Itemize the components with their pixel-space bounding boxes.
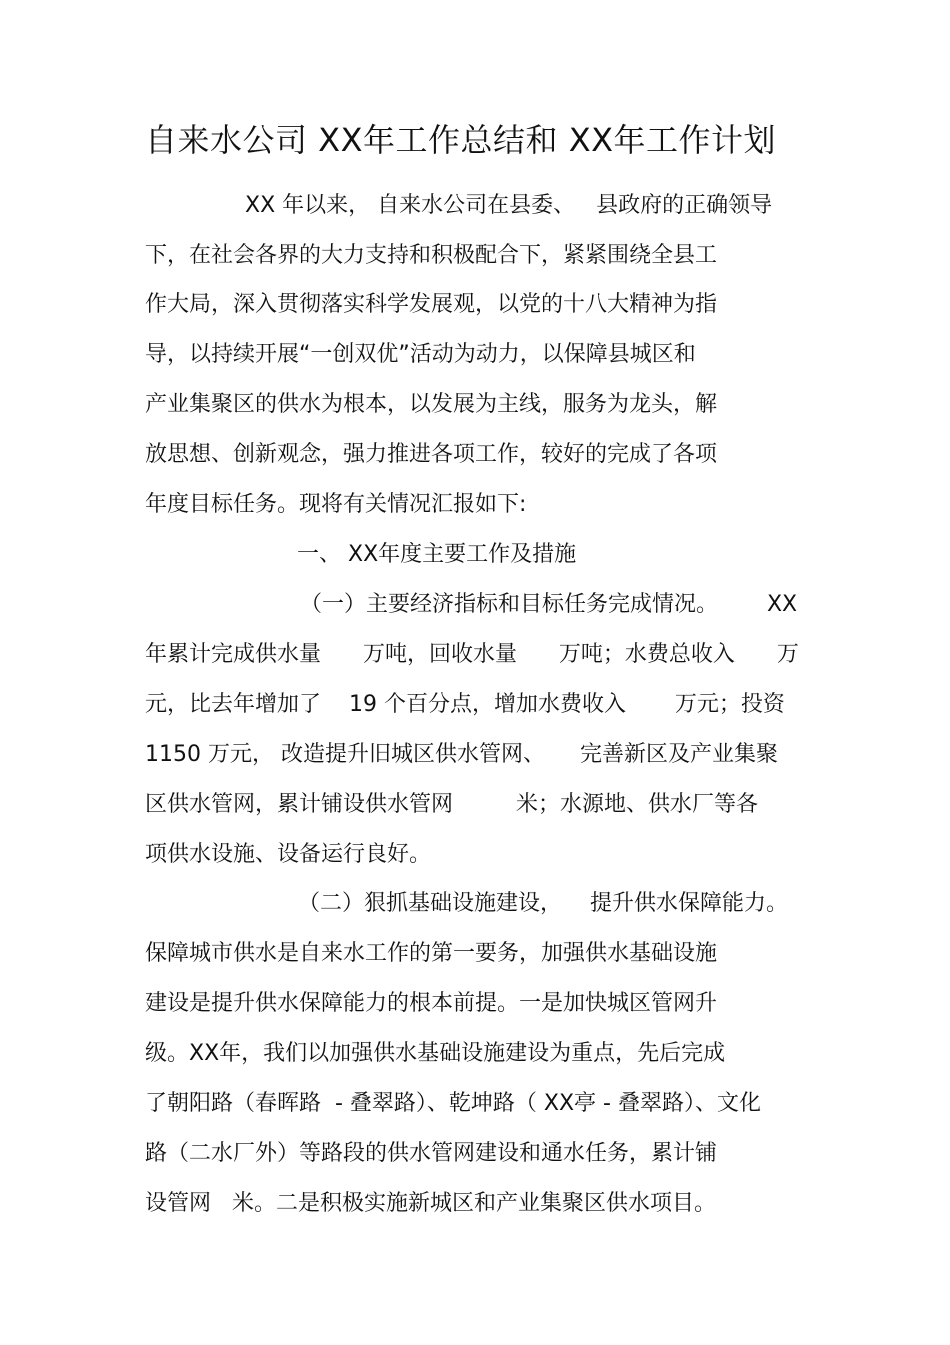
paragraph-line: 产业集聚区的供水为根本，以发展为主线，服务为龙头，解	[145, 392, 718, 417]
paragraph-line: 元，比去年增加了 19 个百分点，增加水费收入 万元；投资	[145, 692, 785, 717]
document-title: 自来水公司 XX年工作总结和 XX年工作计划	[145, 121, 777, 159]
subsection-heading: （一）主要经济指标和目标任务完成情况。 XX	[300, 592, 798, 617]
paragraph-line: XX 年以来， 自来水公司在县委、 县政府的正确领导	[245, 193, 773, 218]
paragraph-line: 年累计完成供水量 万吨，回收水量 万吨；水费总收入 万	[145, 642, 799, 667]
paragraph-line: 区供水管网，累计铺设供水管网 米；水源地、供水厂等各	[145, 792, 758, 817]
paragraph-line: 放思想、创新观念，强力推进各项工作，较好的完成了各项	[145, 442, 718, 467]
paragraph-line: 设管网 米。二是积极实施新城区和产业集聚区供水项目。	[145, 1191, 716, 1216]
paragraph-line: 级。XX年，我们以加强供水基础设施建设为重点，先后完成	[145, 1041, 726, 1066]
subsection-heading: （二）狠抓基础设施建设， 提升供水保障能力。	[298, 891, 788, 916]
paragraph-line: 导，以持续开展“一创双优”活动为动力，以保障县城区和	[145, 342, 696, 367]
section-heading: 一、 XX年度主要工作及措施	[297, 542, 577, 567]
paragraph-line: 项供水设施、设备运行良好。	[145, 842, 432, 867]
paragraph-line: 建设是提升供水保障能力的根本前提。一是加快城区管网升	[145, 991, 718, 1016]
paragraph-line: 保障城市供水是自来水工作的第一要务，加强供水基础设施	[145, 941, 718, 966]
paragraph-line: 作大局，深入贯彻落实科学发展观，以党的十八大精神为指	[145, 292, 718, 317]
paragraph-line: 下，在社会各界的大力支持和积极配合下，紧紧围绕全县工	[145, 243, 718, 268]
paragraph-line: 路（二水厂外）等路段的供水管网建设和通水任务，累计铺	[145, 1141, 718, 1166]
paragraph-line: 1150 万元， 改造提升旧城区供水管网、 完善新区及产业集聚	[145, 742, 778, 767]
paragraph-line: 年度目标任务。现将有关情况汇报如下:	[145, 492, 527, 517]
paragraph-line: 了朝阳路（春晖路 - 叠翠路）、乾坤路（ XX亭 - 叠翠路）、文化	[145, 1091, 761, 1116]
